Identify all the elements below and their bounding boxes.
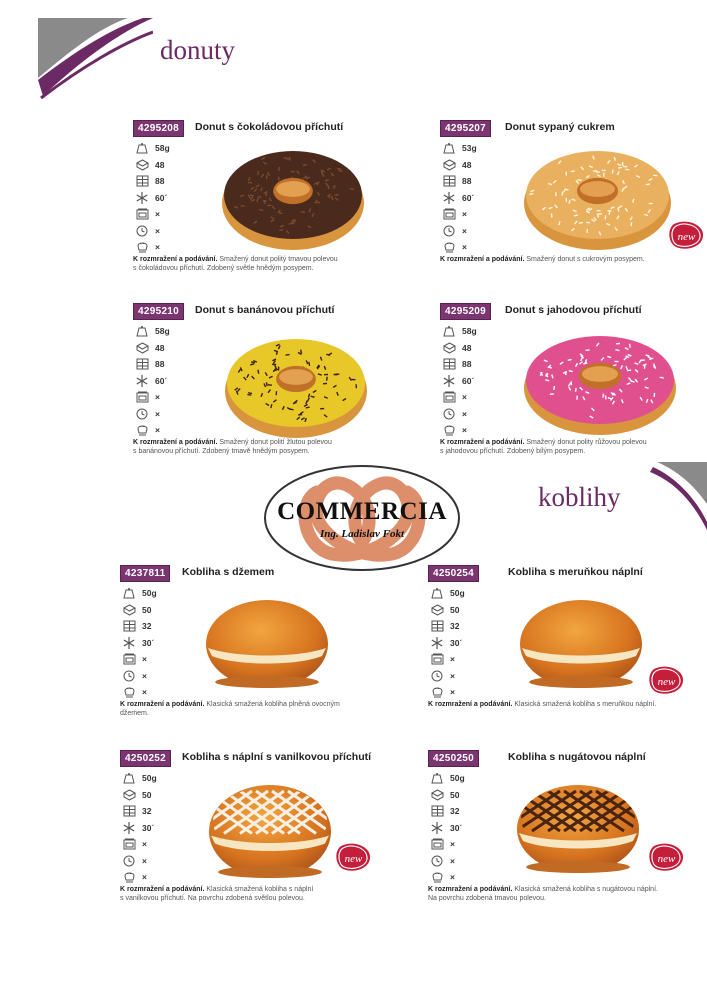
frozen-icon	[122, 822, 136, 834]
spec-value: ×	[155, 425, 160, 436]
product-card	[120, 750, 370, 920]
spec-value: ×	[155, 242, 160, 253]
spec-row	[135, 157, 195, 174]
weight-icon	[442, 325, 456, 337]
spec-row	[430, 635, 490, 652]
product-name: Donut s banánovou příchutí	[195, 304, 335, 316]
description-line-1: Smažený donut s cukrovým posypem.	[526, 256, 645, 263]
spec-value: ×	[462, 392, 467, 403]
kobliha-image	[202, 590, 332, 695]
frozen-icon	[135, 192, 149, 204]
corner-decoration-top	[38, 18, 153, 100]
weight-icon	[430, 772, 444, 784]
svg-text:new: new	[344, 853, 363, 865]
spec-row	[135, 206, 195, 223]
weight-icon	[135, 142, 149, 154]
description-line-2: Na povrchu zdobená tmavou polevou.	[428, 895, 546, 902]
spec-value: 60´	[155, 192, 168, 203]
product-name: Kobliha s meruňkou náplní	[508, 566, 643, 578]
spec-row	[442, 140, 502, 157]
spec-value: 48	[155, 342, 165, 353]
spec-value: ×	[462, 225, 467, 236]
pieces-per-box-icon	[122, 604, 136, 616]
spec-row	[442, 356, 502, 373]
description-prefix: K rozmražení a podávání.	[133, 256, 218, 263]
spec-row	[430, 803, 490, 820]
spec-value: 30´	[142, 637, 155, 648]
product-code: 4250250	[428, 750, 479, 767]
spec-row	[122, 618, 182, 635]
weight-icon	[122, 772, 136, 784]
spec-row	[135, 323, 195, 340]
spec-row	[442, 406, 502, 423]
boxes-per-layer-icon	[135, 175, 149, 187]
oven-icon	[430, 653, 444, 665]
spec-value: 50	[450, 789, 460, 800]
spec-value: ×	[142, 872, 147, 883]
oven-icon	[122, 653, 136, 665]
frozen-icon	[122, 637, 136, 649]
spec-value: 88	[155, 359, 165, 370]
spec-list	[122, 770, 182, 886]
product-description	[133, 438, 383, 456]
description-prefix: K rozmražení a podávání.	[440, 439, 525, 446]
spec-value: 50	[450, 604, 460, 615]
spec-value: ×	[142, 687, 147, 698]
spec-value: 30´	[142, 822, 155, 833]
boxes-per-layer-icon	[122, 805, 136, 817]
product-code: 4237811	[120, 565, 170, 582]
new-badge-icon	[668, 220, 706, 257]
description-prefix: K rozmražení a podávání.	[120, 886, 205, 893]
spec-row	[430, 820, 490, 837]
spec-row	[122, 651, 182, 668]
spec-row	[430, 853, 490, 870]
product-description	[428, 885, 678, 903]
description-line-2: s čokoládovou příchutí. Zdobený světle hnědým posypem.	[133, 265, 314, 272]
frozen-icon	[430, 822, 444, 834]
timer-icon	[430, 855, 444, 867]
product-card	[133, 303, 383, 473]
logo-name: COMMERCIA	[277, 498, 447, 525]
description-prefix: K rozmražení a podávání.	[428, 701, 513, 708]
spec-row	[430, 684, 490, 701]
product-card	[428, 565, 678, 735]
product-name: Donut s čokoládovou příchutí	[195, 121, 344, 133]
spec-row	[122, 602, 182, 619]
spec-value: 58g	[155, 326, 170, 337]
spec-row	[430, 869, 490, 886]
spec-row	[442, 340, 502, 357]
pieces-per-box-icon	[442, 159, 456, 171]
spec-value: 60´	[155, 375, 168, 386]
spec-value: 60´	[462, 192, 475, 203]
boxes-per-layer-icon	[430, 620, 444, 632]
spec-value: 88	[462, 359, 472, 370]
spec-row	[135, 373, 195, 390]
spec-value: 53g	[462, 143, 477, 154]
description-line-1: Klasická smažená kobliha s meruňkou náplní.	[514, 701, 657, 708]
fryer-icon	[122, 871, 136, 883]
oven-icon	[122, 838, 136, 850]
description-line-2: s banánovou příchutí. Zdobený tmavě hnědým posypem.	[133, 448, 310, 455]
spec-row	[122, 869, 182, 886]
spec-row	[430, 602, 490, 619]
svg-text:new: new	[657, 676, 676, 688]
weight-icon	[135, 325, 149, 337]
new-badge-icon	[648, 842, 686, 879]
frozen-icon	[430, 637, 444, 649]
donut-image	[221, 328, 371, 443]
product-description	[133, 255, 383, 273]
spec-value: 32	[142, 806, 152, 817]
spec-row	[122, 585, 182, 602]
product-card	[133, 120, 383, 290]
oven-icon	[135, 208, 149, 220]
description-prefix: K rozmražení a podávání.	[440, 256, 525, 263]
weight-icon	[442, 142, 456, 154]
product-name: Kobliha s náplní s vanilkovou příchutí	[182, 751, 372, 763]
section-title-donuty: donuty	[160, 35, 236, 65]
description-line-1: Klasická smažená kobliha s náplní	[206, 886, 314, 893]
spec-value: 50g	[450, 773, 465, 784]
spec-value: ×	[450, 654, 455, 665]
spec-row	[430, 651, 490, 668]
product-code: 4295210	[133, 303, 184, 320]
spec-value: ×	[462, 425, 467, 436]
product-card	[428, 750, 678, 920]
fryer-icon	[135, 241, 149, 253]
product-code: 4295209	[440, 303, 491, 320]
spec-value: 50g	[142, 773, 157, 784]
spec-list	[135, 323, 195, 439]
spec-row	[135, 173, 195, 190]
pieces-per-box-icon	[430, 604, 444, 616]
oven-icon	[135, 391, 149, 403]
spec-row	[442, 239, 502, 256]
spec-row	[442, 373, 502, 390]
timer-icon	[442, 225, 456, 237]
spec-row	[442, 173, 502, 190]
spec-value: ×	[142, 855, 147, 866]
product-description	[428, 700, 678, 709]
fryer-icon	[430, 686, 444, 698]
spec-list	[135, 140, 195, 256]
spec-value: ×	[142, 654, 147, 665]
spec-value: 32	[450, 621, 460, 632]
timer-icon	[135, 225, 149, 237]
spec-row	[122, 853, 182, 870]
spec-row	[135, 239, 195, 256]
description-line-1: Smažený donut politý tmavou polevou	[219, 256, 338, 263]
svg-text:new: new	[657, 853, 676, 865]
boxes-per-layer-icon	[135, 358, 149, 370]
spec-value: 48	[462, 342, 472, 353]
spec-list	[442, 323, 502, 439]
product-name: Donut s jahodovou příchutí	[505, 304, 642, 316]
spec-row	[135, 422, 195, 439]
spec-value: ×	[462, 242, 467, 253]
description-line-1: Smažený donut polití žlutou polevou	[219, 439, 332, 446]
spec-value: ×	[142, 839, 147, 850]
spec-row	[442, 422, 502, 439]
spec-row	[122, 668, 182, 685]
frozen-icon	[135, 375, 149, 387]
spec-value: ×	[155, 225, 160, 236]
product-description	[120, 885, 370, 903]
spec-row	[442, 157, 502, 174]
fryer-icon	[430, 871, 444, 883]
spec-row	[442, 206, 502, 223]
spec-row	[122, 787, 182, 804]
product-card	[440, 120, 696, 290]
oven-icon	[442, 208, 456, 220]
spec-row	[135, 190, 195, 207]
product-card	[120, 565, 370, 735]
boxes-per-layer-icon	[122, 620, 136, 632]
spec-row	[442, 389, 502, 406]
pieces-per-box-icon	[135, 159, 149, 171]
spec-value: 88	[462, 176, 472, 187]
oven-icon	[430, 838, 444, 850]
spec-row	[122, 803, 182, 820]
spec-list	[430, 770, 490, 886]
spec-value: 88	[155, 176, 165, 187]
kobliha-image	[205, 775, 335, 885]
timer-icon	[442, 408, 456, 420]
spec-value: ×	[450, 687, 455, 698]
spec-list	[430, 585, 490, 701]
frozen-icon	[442, 375, 456, 387]
spec-row	[430, 836, 490, 853]
spec-value: 50	[142, 789, 152, 800]
pieces-per-box-icon	[122, 789, 136, 801]
logo-subtitle: Ing. Ladislav Fokt	[319, 528, 405, 540]
weight-icon	[430, 587, 444, 599]
spec-value: 32	[142, 621, 152, 632]
timer-icon	[430, 670, 444, 682]
spec-list	[122, 585, 182, 701]
spec-row	[442, 223, 502, 240]
spec-value: ×	[155, 209, 160, 220]
spec-value: ×	[462, 408, 467, 419]
oven-icon	[442, 391, 456, 403]
spec-list	[442, 140, 502, 256]
spec-row	[122, 684, 182, 701]
new-badge-icon	[335, 842, 373, 879]
spec-value: 50	[142, 604, 152, 615]
spec-value: ×	[450, 855, 455, 866]
spec-row	[122, 635, 182, 652]
spec-row	[135, 340, 195, 357]
fryer-icon	[135, 424, 149, 436]
spec-value: 30´	[450, 822, 463, 833]
new-badge-icon	[648, 665, 686, 702]
spec-value: ×	[450, 670, 455, 681]
spec-row	[122, 820, 182, 837]
product-name: Donut sypaný cukrem	[505, 121, 615, 133]
spec-value: 58g	[155, 143, 170, 154]
spec-value: ×	[450, 872, 455, 883]
description-prefix: K rozmražení a podávání.	[120, 701, 205, 708]
boxes-per-layer-icon	[442, 358, 456, 370]
spec-row	[442, 190, 502, 207]
product-name: Kobliha s nugátovou náplní	[508, 751, 646, 763]
product-name: Kobliha s džemem	[182, 566, 275, 578]
description-prefix: K rozmražení a podávání.	[428, 886, 513, 893]
spec-row	[135, 140, 195, 157]
timer-icon	[122, 855, 136, 867]
product-description	[120, 700, 370, 718]
description-line-2: s jahodovou příchutí. Zdobený bílým posypem.	[440, 448, 586, 455]
fryer-icon	[442, 241, 456, 253]
svg-text:new: new	[677, 231, 696, 243]
commercia-logo	[262, 462, 462, 574]
donut-image	[520, 325, 680, 440]
spec-row	[135, 389, 195, 406]
spec-row	[122, 836, 182, 853]
pieces-per-box-icon	[135, 342, 149, 354]
spec-row	[430, 668, 490, 685]
pieces-per-box-icon	[430, 789, 444, 801]
spec-value: ×	[450, 839, 455, 850]
kobliha-image	[516, 590, 646, 695]
description-line-1: Klasická smažená kobliha s nugátovou náplní.	[514, 886, 658, 893]
spec-value: 50g	[450, 588, 465, 599]
spec-row	[430, 618, 490, 635]
product-code: 4250252	[120, 750, 171, 767]
spec-value: 48	[155, 159, 165, 170]
product-description	[440, 438, 690, 456]
description-line-2: s vanilkovou příchutí. Na povrchu zdobená světlou polevou.	[120, 895, 305, 902]
weight-icon	[122, 587, 136, 599]
product-code: 4295208	[133, 120, 184, 137]
spec-value: ×	[155, 408, 160, 419]
description-line-1: Smažený donut polity růžovou polevou	[526, 439, 647, 446]
spec-row	[135, 223, 195, 240]
spec-value: 58g	[462, 326, 477, 337]
donut-image	[520, 140, 675, 255]
donut-image	[218, 140, 368, 255]
spec-value: ×	[142, 670, 147, 681]
spec-value: ×	[155, 392, 160, 403]
spec-row	[135, 406, 195, 423]
product-card	[440, 303, 690, 473]
spec-row	[430, 585, 490, 602]
pieces-per-box-icon	[442, 342, 456, 354]
fryer-icon	[442, 424, 456, 436]
spec-row	[442, 323, 502, 340]
description-prefix: K rozmražení a podávání.	[133, 439, 218, 446]
spec-row	[122, 770, 182, 787]
frozen-icon	[442, 192, 456, 204]
spec-row	[430, 787, 490, 804]
fryer-icon	[122, 686, 136, 698]
spec-row	[135, 356, 195, 373]
description-line-1: Klasická smažená kobliha plněná ovocným džemem.	[120, 701, 340, 717]
timer-icon	[122, 670, 136, 682]
spec-value: 50g	[142, 588, 157, 599]
product-code: 4295207	[440, 120, 491, 137]
boxes-per-layer-icon	[442, 175, 456, 187]
spec-row	[430, 770, 490, 787]
spec-value: 32	[450, 806, 460, 817]
boxes-per-layer-icon	[430, 805, 444, 817]
kobliha-image	[513, 775, 643, 880]
product-code: 4250254	[428, 565, 479, 582]
section-title-koblihy: koblihy	[538, 482, 621, 512]
spec-value: 60´	[462, 375, 475, 386]
timer-icon	[135, 408, 149, 420]
spec-value: 30´	[450, 637, 463, 648]
product-description	[440, 255, 690, 264]
spec-value: 48	[462, 159, 472, 170]
spec-value: ×	[462, 209, 467, 220]
